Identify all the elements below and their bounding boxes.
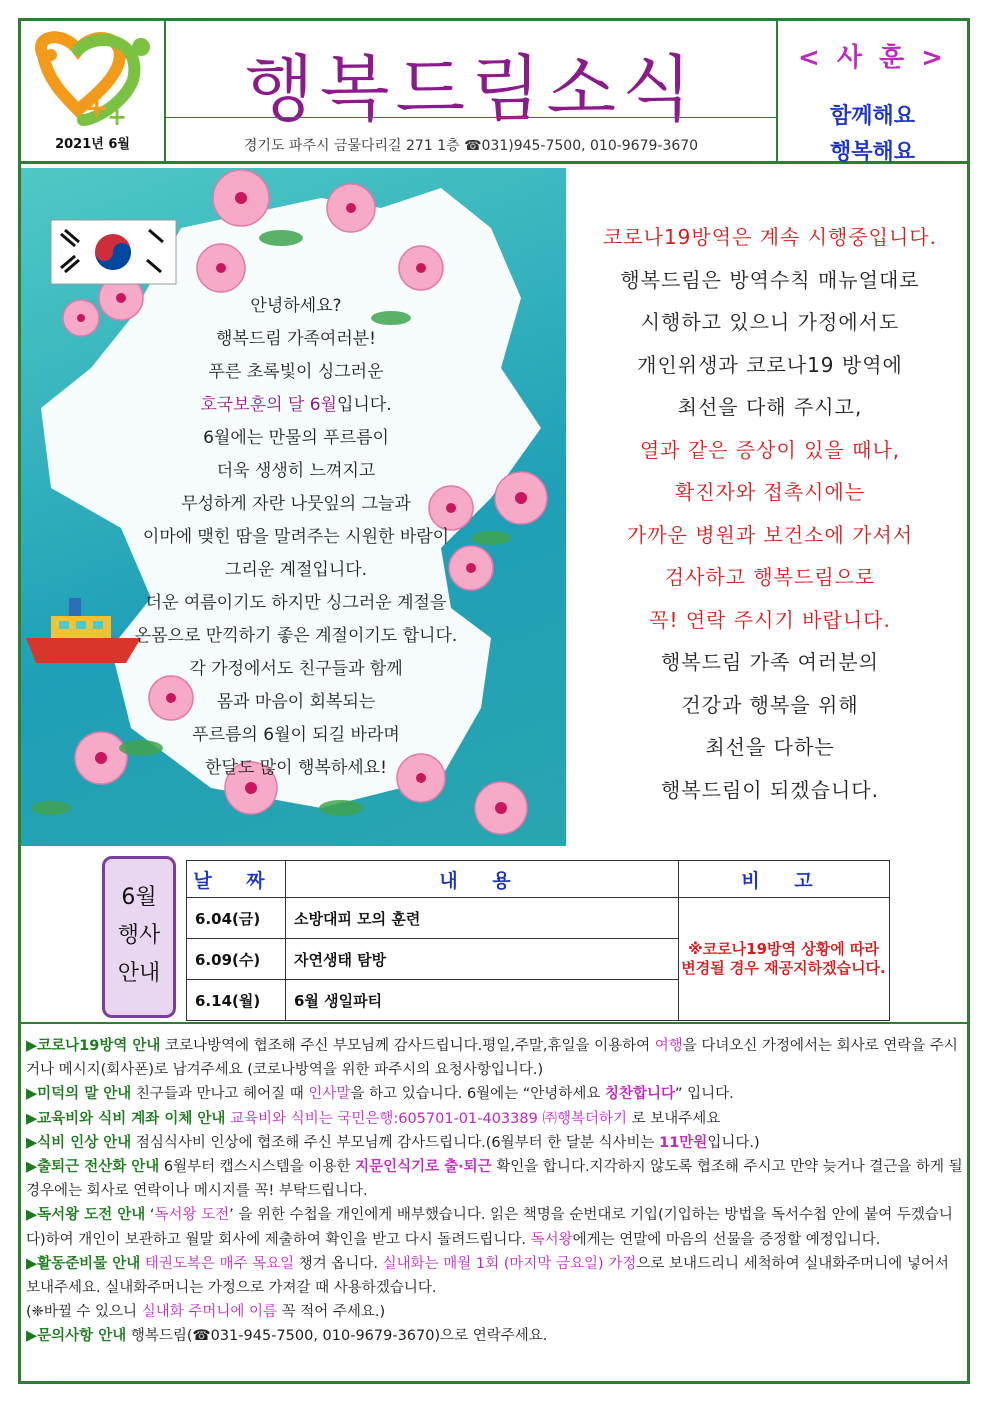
letter-line: 안녕하세요? xyxy=(250,296,342,316)
notice-line: 행복드림 가족 여러분의 xyxy=(661,650,879,674)
letter-line: 푸르름의 6월이 되길 바라며 xyxy=(192,725,400,745)
notice-line: 검사하고 행복드림으로 xyxy=(664,565,876,589)
address-divider xyxy=(166,117,776,118)
title-cell xyxy=(166,21,778,164)
notice-line: 최선을 다해 주시고, xyxy=(677,395,863,419)
event-content: 소방대피 모의 훈련 xyxy=(286,898,679,939)
events-label: 6월 행사 안내 xyxy=(102,856,176,1018)
address: 경기도 파주시 금물다리길 271 1층 ☎031)945-7500, 010-9679-3670 xyxy=(243,138,699,154)
info-virtue: ▶미덕의 말 안내 친구들과 만나고 헤어질 때 인사말을 하고 있습니다. 6월에는 “안녕하세요 칭찬합니다” 입니다. xyxy=(26,1086,734,1103)
info-commute: ▶출퇴근 전산화 안내 6월부터 캡스시스템을 이용한 지문인식기로 출·퇴근 확인을 합니다.지각하지 않도록 협조해 주시고 만약 늦거나 결근을 하게 될 경우에는 회사로 연락이나 메시지를 꼭! 부탁드립니다. xyxy=(26,1159,963,1200)
covid-notice xyxy=(580,216,960,811)
letter-line: 온몸으로 만끽하기 좋은 계절이기도 합니다. xyxy=(134,626,458,646)
motto-line-2: 행복해요 xyxy=(829,140,915,165)
info-reader: ▶독서왕 도전 안내 ‘독서왕 도전’ 을 위한 수첩을 개인에게 배부했습니다. 읽은 책명을 순번대로 기입(기입하는 방법을 독서수첩 안에 붙여 두겠습니다)하여 개인이 보관하고 월말 회사에 제출하여 확인을 받고 다시 돌려드립니다. 독서왕에게는 연말에 마음의 선물을 증정할 예정입니다. xyxy=(26,1207,953,1248)
info-contact: ▶문의사항 안내 행복드림(☎031-945-7500, 010-9679-3670)으로 연락주세요. xyxy=(26,1328,548,1345)
letter-line: 각 가정에서도 친구들과 함께 xyxy=(189,659,403,679)
notice-line: 행복드림이 되겠습니다. xyxy=(661,777,879,802)
event-content: 6월 생일파티 xyxy=(286,980,679,1021)
svg-text:+: + xyxy=(85,91,109,124)
col-note-header: 비 고 xyxy=(679,861,890,898)
col-date-header: 날 짜 xyxy=(187,861,286,898)
svg-text:+: + xyxy=(107,103,128,130)
notice-line: 시행하고 있으니 가정에서도 xyxy=(640,310,900,334)
table-row xyxy=(187,898,890,939)
events-table xyxy=(186,860,890,1021)
letter-line: 행복드림 가족여러분! xyxy=(215,329,377,349)
letter-line: 무성하게 자란 나뭇잎의 그늘과 xyxy=(181,494,411,514)
event-content: 자연생태 탐방 xyxy=(286,939,679,980)
notice-line: 행복드림은 방역수칙 매뉴얼대로 xyxy=(620,267,920,292)
event-date: 6.04(금) xyxy=(187,898,286,939)
notice-line: 확진자와 접촉시에는 xyxy=(674,480,866,504)
event-note: ※코로나19방역 상황에 따라 변경될 경우 재공지하겠습니다. xyxy=(679,898,890,1021)
letter-line: 더운 여름이기도 하지만 싱그러운 계절을 xyxy=(145,593,447,613)
motto-title: < 사 훈 > xyxy=(798,43,947,73)
issue-date: 2021년 6월 xyxy=(55,137,130,152)
motto-line-1: 함께해요 xyxy=(829,104,915,129)
letter-line: 6월에는 만물의 푸르름이 xyxy=(203,428,389,448)
notice-line: 최선을 다하는 xyxy=(705,735,835,759)
logo-icon xyxy=(23,25,163,130)
logo-cell xyxy=(21,21,166,164)
greeting-letter xyxy=(116,290,476,785)
letter-highlight: 호국보훈의 달 6월 xyxy=(200,395,337,415)
letter-line: 이마에 맺힌 땀을 말려주는 시원한 바람이 xyxy=(142,527,450,547)
info-section xyxy=(26,1034,966,1349)
info-covid: ▶코로나19방역 안내 코로나방역에 협조해 주신 부모님께 감사드립니다.평일,주말,휴일을 이용하여 여행을 다녀오신 가정에서는 회사로 연락을 주시거나 메시지(회사폰)로 남겨주세요 (코로나방역을 위한 파주시의 요청사항입니다.) xyxy=(26,1038,958,1079)
letter-line: 몸과 마음이 회복되는 xyxy=(216,692,376,712)
notice-line: 개인위생과 코로나19 방역에 xyxy=(637,352,903,377)
info-meal: ▶식비 인상 안내 점심식사비 인상에 협조해 주신 부모님께 감사드립니다.(6월부터 한 달분 식사비는 11만원입니다.) xyxy=(26,1134,760,1151)
event-date: 6.09(수) xyxy=(187,939,286,980)
notice-line: 가까운 병원과 보건소에 가셔서 xyxy=(626,522,914,547)
section-divider xyxy=(21,1022,967,1024)
newsletter-title: 행복드림소식 xyxy=(244,47,698,131)
notice-line: 코로나19방역은 계속 시행중입니다. xyxy=(602,225,937,249)
motto-cell xyxy=(778,21,967,164)
letter-line: 더욱 생생히 느껴지고 xyxy=(216,461,376,481)
notice-line: 열과 같은 증상이 있을 때나, xyxy=(639,437,901,462)
col-content-header: 내 용 xyxy=(286,861,679,898)
info-supplies: ▶활동준비물 안내 태권도복은 매주 목요일 챙겨 옵니다. 실내화는 매월 1회 (마지막 금요일) 가정으로 보내드리니 세척하여 실내화주머니에 넣어서 보내주세요. 실내화주머니는 가정으로 가져갈 때 사용하겠습니다. xyxy=(26,1255,949,1297)
event-date: 6.14(월) xyxy=(187,980,286,1021)
korea-map-illustration xyxy=(21,168,566,846)
notice-line: 건강과 행복을 위해 xyxy=(681,692,859,717)
letter-line: 호국보훈의 달 6월입니다. xyxy=(200,395,392,415)
table-header-row xyxy=(187,861,890,898)
letter-line: 그리운 계절입니다. xyxy=(224,560,368,580)
letter-line: 푸른 초록빛이 싱그러운 xyxy=(208,362,384,382)
info-supplies-note: (❈바뀔 수 있으니 실내화 주머니에 이름 꼭 적어 주세요.) xyxy=(26,1304,386,1321)
info-account: ▶교육비와 식비 계좌 이체 안내 교육비와 식비는 국민은행:605701-01-403389 ㈜행복더하기 로 보내주세요 xyxy=(26,1110,721,1127)
notice-line: 꼭! 연락 주시기 바랍니다. xyxy=(649,607,891,632)
letter-line: 한달도 많이 행복하세요! xyxy=(205,758,387,778)
